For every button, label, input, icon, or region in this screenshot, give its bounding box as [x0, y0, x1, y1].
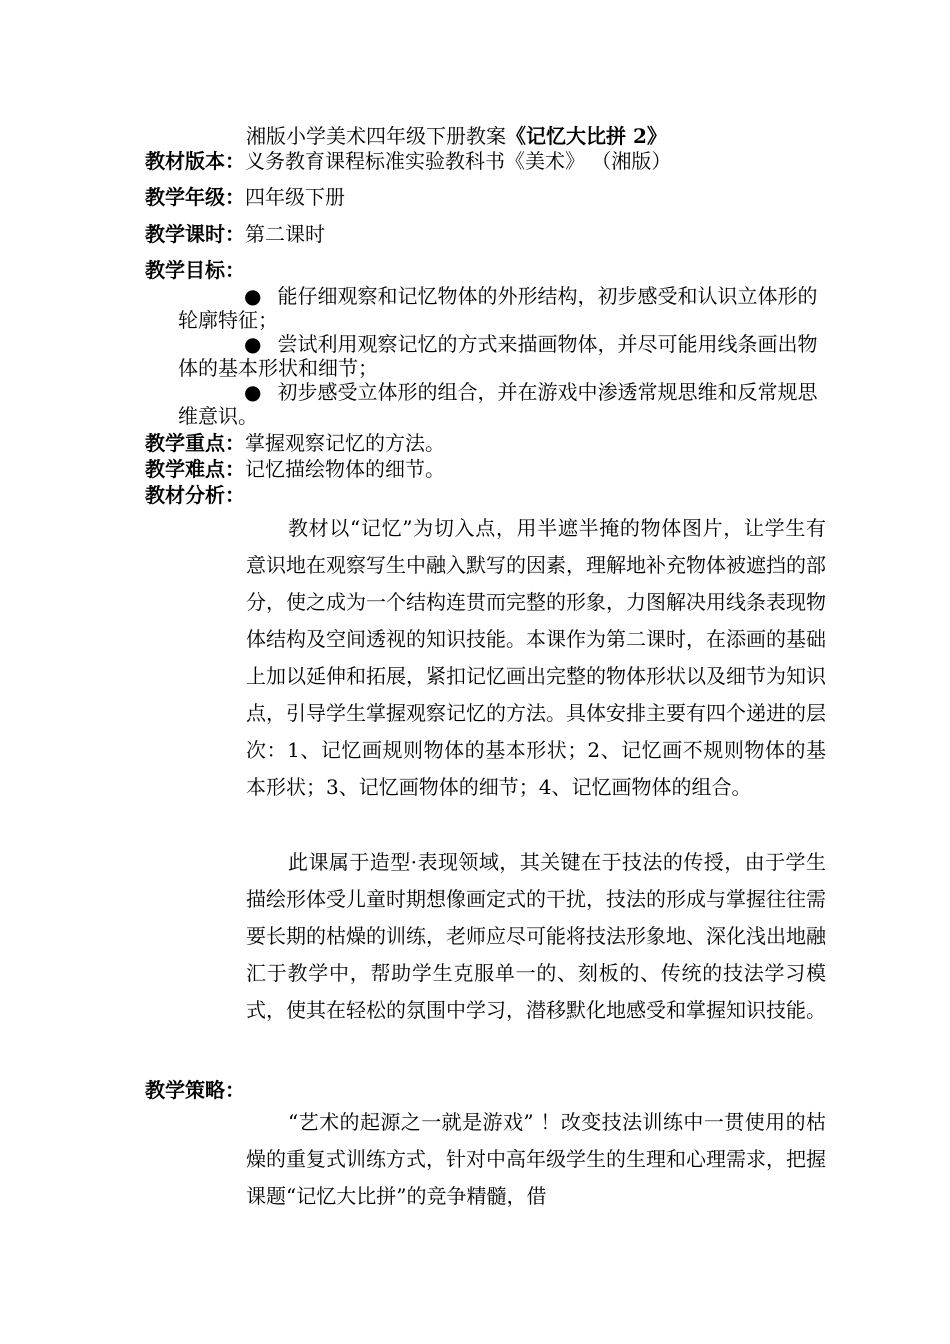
bullet-icon: ● [244, 284, 262, 308]
goal-text: 能仔细观察和记忆物体的外形结构，初步感受和认识立体形的轮廓特征； [178, 284, 818, 332]
field-period [145, 221, 325, 247]
field-label: 教学目标： [145, 258, 245, 282]
field-version [145, 148, 671, 174]
field-label: 教学策略： [145, 1078, 245, 1102]
field-label: 教材版本： [145, 149, 245, 173]
field-label: 教学重点： [145, 431, 245, 455]
field-key-point [145, 430, 445, 456]
field-value: 义务教育课程标准实验教科书《美术》 （湘版） [245, 149, 672, 173]
field-strategy-label [145, 1077, 245, 1103]
field-value: 四年级下册 [245, 185, 345, 209]
goal-item [178, 332, 818, 380]
goal-text: 初步感受立体形的组合，并在游戏中渗透常规思维和反常规思维意识。 [178, 380, 818, 428]
field-value: 掌握观察记忆的方法。 [245, 431, 445, 455]
field-value: 记忆描绘物体的细节。 [245, 457, 445, 481]
field-label: 教学年级： [145, 185, 245, 209]
goal-text: 尝试利用观察记忆的方式来描画物体，并尽可能用线条画出物体的基本形状和细节； [178, 332, 818, 380]
field-value: 第二课时 [245, 222, 325, 246]
field-grade [145, 184, 345, 210]
field-analysis-label [145, 482, 245, 508]
title-plain: 湘版小学美术四年级下册教案 [246, 124, 506, 148]
bullet-icon: ● [244, 380, 262, 404]
goal-item [178, 284, 818, 332]
analysis-paragraph-2: 此课属于造型·表现领域，其关键在于技法的传授，由于学生描绘形体受儿童时期想像画定式的干扰，技法的形成与掌握往往需要长期的枯燥的训练，老师应尽可能将技法形象地、深化浅出地融汇于教学中，帮助学生克服单一的、刻板的、传统的技法学习模式，使其在轻松的氛围中学习，潜移默化地感受和掌握知识技能。 [246, 850, 826, 1022]
title-bold: 《记忆大比拼 2》 [506, 124, 667, 148]
page-title [246, 122, 667, 150]
field-label: 教材分析： [145, 483, 245, 507]
strategy-paragraph-1: “艺术的起源之一就是游戏” ！改变技法训练中一贯使用的枯燥的重复式训练方式，针对中高年级学生的生理和心理需求，把握课题“记忆大比拼”的竞争精髓，借 [246, 1110, 826, 1208]
field-difficulty [145, 456, 445, 482]
field-label: 教学难点： [145, 457, 245, 481]
analysis-paragraph-1: 教材以“记忆”为切入点，用半遮半掩的物体图片，让学生有意识地在观察写生中融入默写的因素，理解地补充物体被遮挡的部分，使之成为一个结构连贯而完整的形象，力图解决用线条表现物体结构及空间透视的知识技能。本课作为第二课时，在添画的基础上加以延伸和拓展，紧扣记忆画出完整的物体形状以及细节为知识点，引导学生掌握观察记忆的方法。具体安排主要有四个递进的层次：1、记忆画规则物体的基本形状；2、记忆画不规则物体的基本形状；3、记忆画物体的细节；4、记忆画物体的组合。 [246, 516, 826, 799]
field-label: 教学课时： [145, 222, 245, 246]
goal-item [178, 380, 818, 428]
field-goals-label [145, 257, 245, 283]
bullet-icon: ● [244, 332, 262, 356]
